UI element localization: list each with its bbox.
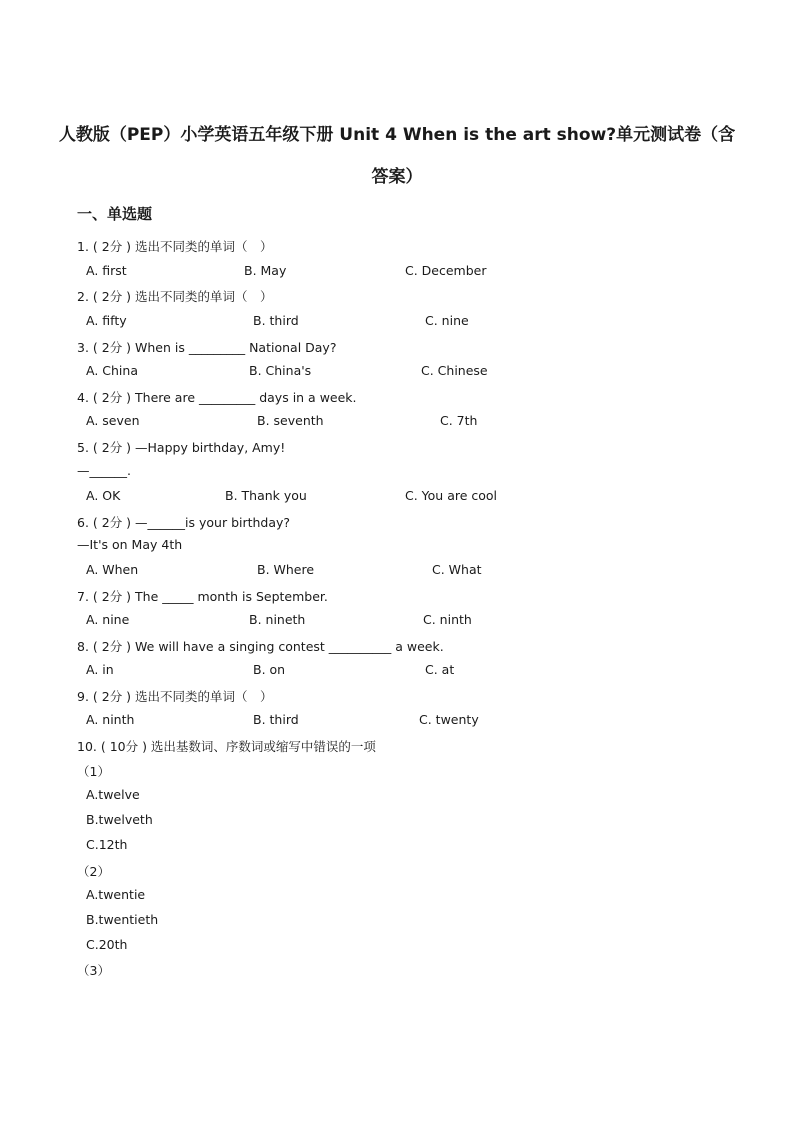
q8-option-b[interactable]: B. on [253, 662, 286, 677]
q4-option-b[interactable]: B. seventh [257, 413, 324, 428]
q5-option-c[interactable]: C. You are cool [405, 488, 498, 503]
q10-part-1-option-b[interactable]: B.twelveth [86, 812, 153, 827]
q10-part-2-option-c[interactable]: C.20th [86, 937, 128, 952]
question-2-stem: 2. ( 2分 ) 选出不同类的单词（ ） [77, 289, 273, 304]
q10-part-2-option-a[interactable]: A.twentie [86, 887, 146, 902]
question-5-reply: —______. [77, 463, 131, 478]
q2-option-a[interactable]: A. fifty [86, 313, 127, 328]
question-5-stem: 5. ( 2分 ) —Happy birthday, Amy! [77, 440, 286, 455]
question-3-stem: 3. ( 2分 ) When is _________ National Day? [77, 340, 337, 355]
q8-option-a[interactable]: A. in [86, 662, 114, 677]
q10-part-3-label: （3） [77, 963, 110, 978]
question-1-stem: 1. ( 2分 ) 选出不同类的单词（ ） [77, 239, 273, 254]
q6-option-c[interactable]: C. What [432, 562, 482, 577]
section-heading: 一、单选题 [77, 205, 153, 223]
q10-part-1-option-a[interactable]: A.twelve [86, 787, 140, 802]
title-line-1: 人教版（PEP）小学英语五年级下册 Unit 4 When is the art show?单元测试卷（含 [58, 125, 736, 145]
question-6-stem: 6. ( 2分 ) —______is your birthday? [77, 515, 291, 530]
q10-part-1-option-c[interactable]: C.12th [86, 837, 128, 852]
q9-option-b[interactable]: B. third [253, 712, 299, 727]
question-7-stem: 7. ( 2分 ) The _____ month is September. [77, 589, 328, 604]
q3-option-a[interactable]: A. China [86, 363, 138, 378]
title-line-2: 答案） [371, 167, 423, 187]
q8-option-c[interactable]: C. at [425, 662, 455, 677]
q3-option-c[interactable]: C. Chinese [421, 363, 488, 378]
q5-option-a[interactable]: A. OK [86, 488, 121, 503]
q7-option-c[interactable]: C. ninth [423, 612, 472, 627]
question-4-stem: 4. ( 2分 ) There are _________ days in a week. [77, 390, 357, 405]
q9-option-c[interactable]: C. twenty [419, 712, 479, 727]
q2-option-b[interactable]: B. third [253, 313, 299, 328]
q6-option-a[interactable]: A. When [86, 562, 139, 577]
q10-part-1-label: （1） [77, 764, 110, 779]
q7-option-b[interactable]: B. nineth [249, 612, 306, 627]
q10-part-2-option-b[interactable]: B.twentieth [86, 912, 159, 927]
q4-option-c[interactable]: C. 7th [440, 413, 478, 428]
q7-option-a[interactable]: A. nine [86, 612, 130, 627]
q1-option-a[interactable]: A. first [86, 263, 127, 278]
q5-option-b[interactable]: B. Thank you [225, 488, 307, 503]
question-9-stem: 9. ( 2分 ) 选出不同类的单词（ ） [77, 689, 273, 704]
q10-part-2-label: （2） [77, 864, 110, 879]
q1-option-c[interactable]: C. December [405, 263, 487, 278]
question-6-reply: —It's on May 4th [77, 537, 183, 552]
q3-option-b[interactable]: B. China's [249, 363, 312, 378]
q4-option-a[interactable]: A. seven [86, 413, 140, 428]
question-10-stem: 10. ( 10分 ) 选出基数词、序数词或缩写中错误的一项 [77, 739, 376, 754]
q6-option-b[interactable]: B. Where [257, 562, 315, 577]
q9-option-a[interactable]: A. ninth [86, 712, 135, 727]
q1-option-b[interactable]: B. May [244, 263, 287, 278]
q2-option-c[interactable]: C. nine [425, 313, 469, 328]
question-8-stem: 8. ( 2分 ) We will have a singing contest __________ a week. [77, 639, 444, 654]
